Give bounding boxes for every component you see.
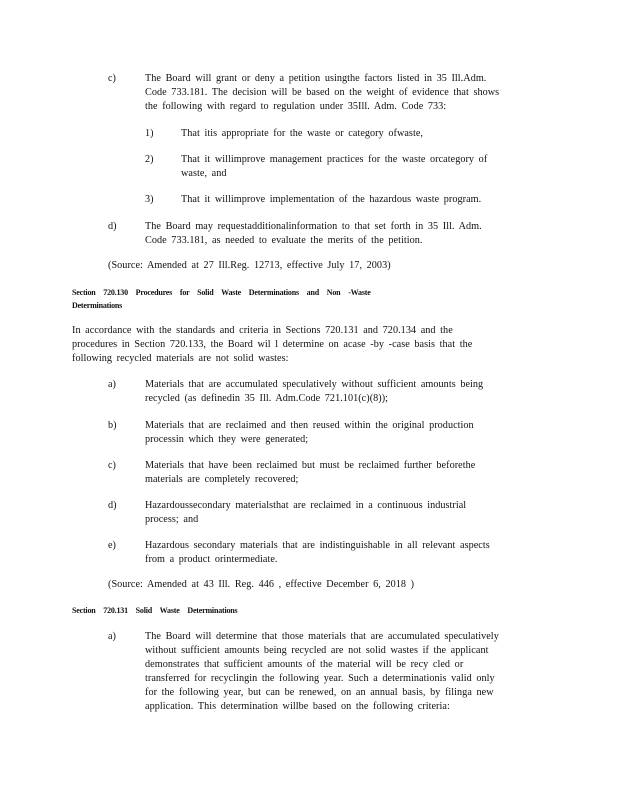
subitem-3-line-1: That it willimprove implementation of the hazardous waste program. (181, 194, 482, 205)
list-item-c-label: c) (108, 460, 116, 471)
subitem-1-line-1: That itis appropriate for the waste or category ofwaste, (181, 128, 423, 139)
item-d-label: d) (108, 221, 117, 232)
subitem-2-label: 2) (145, 154, 154, 165)
source-note-2003: (Source: Amended at 27 Ill.Reg. 12713, effective July 17, 2003) (108, 260, 391, 271)
item-c-line-1: The Board will grant or deny a petition usingthe factors listed in 35 Ill.Adm. (145, 73, 487, 84)
list-item-d-line-2: process; and (145, 514, 199, 525)
list-item-b-label: b) (108, 420, 117, 431)
item-c-line-3: the following with regard to regulation under 35Ill. Adm. Code 733: (145, 101, 447, 112)
subitem-2-line-1: That it willimprove management practices for the waste orcategory of (181, 154, 488, 165)
section-720-131-line-2: without sufficient amounts being recycled are not solid wastes if the applicant (145, 645, 489, 656)
list-item-c-line-1: Materials that have been reclaimed but must be reclaimed further beforethe (145, 460, 476, 471)
subitem-1-label: 1) (145, 128, 154, 139)
section-720-131-line-4: transferred for recyclingin the following year. Such a determinationis valid only (145, 673, 495, 684)
source-note-2018: (Source: Amended at 43 Ill. Reg. 446 , effective December 6, 2018 ) (108, 579, 415, 590)
section-720-131-item-a-label: a) (108, 631, 116, 642)
list-item-d-line-1: Hazardoussecondary materialsthat are reclaimed in a continuous industrial (145, 500, 467, 511)
section-720-131-line-1: The Board will determine that those materials that are accumulated speculatively (145, 631, 499, 642)
list-item-e-label: e) (108, 540, 116, 551)
list-item-a-line-1: Materials that are accumulated speculatively without sufficient amounts being (145, 379, 484, 390)
list-item-b-line-2: processin which they were generated; (145, 434, 309, 445)
list-item-d-label: d) (108, 500, 117, 511)
intro-line-3: following recycled materials are not solid wastes: (72, 353, 289, 364)
list-item-e-line-1: Hazardous secondary materials that are indistinguishable in all relevant aspects (145, 540, 490, 551)
item-c-line-2: Code 733.181. The decision will be based on the weight of evidence that shows (145, 87, 500, 98)
list-item-c-line-2: materials are completely recovered; (145, 474, 299, 485)
item-c-label: c) (108, 73, 116, 84)
section-720-131-line-5: for the following year, but can be renewed, on an annual basis, by filinga new (145, 687, 494, 698)
section-720-130-heading-cont: Determinations (72, 301, 123, 310)
subitem-3-label: 3) (145, 194, 154, 205)
intro-line-1: In accordance with the standards and criteria in Sections 720.131 and 720.134 and the (72, 325, 453, 336)
item-d-line-2: Code 733.181, as needed to evaluate the merits of the petition. (145, 235, 423, 246)
section-720-130-heading: Section 720.130 Procedures for Solid Waste Determinations and Non -Waste (72, 288, 371, 297)
list-item-b-line-1: Materials that are reclaimed and then reused within the original production (145, 420, 474, 431)
section-720-131-line-6: application. This determination willbe based on the following criteria: (145, 701, 450, 712)
intro-line-2: procedures in Section 720.133, the Board wil l determine on acase -by -case basis that the (72, 339, 473, 350)
list-item-a-label: a) (108, 379, 116, 390)
item-d-line-1: The Board may requestadditionalinformation to that set forth in 35 Ill. Adm. (145, 221, 482, 232)
list-item-e-line-2: from a product orintermediate. (145, 554, 278, 565)
list-item-a-line-2: recycled (as definedin 35 Ill. Adm.Code 721.101(c)(8)); (145, 393, 389, 404)
section-720-131-line-3: demonstrates that sufficient amounts of the material will be recy cled or (145, 659, 464, 670)
subitem-2-line-2: waste, and (181, 168, 227, 179)
section-720-131-heading: Section 720.131 Solid Waste Determinations (72, 606, 238, 615)
